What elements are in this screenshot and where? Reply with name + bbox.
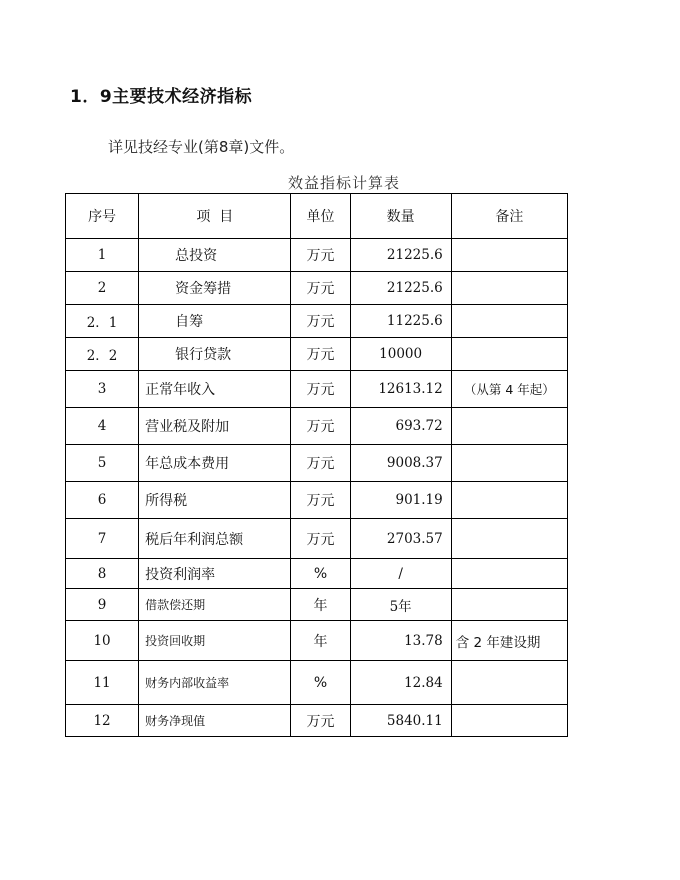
cell-unit: 万元 [291,338,350,371]
cell-item: 资金筹措 [139,272,291,305]
cell-seq: 12 [66,705,139,737]
header-unit: 单位 [291,194,350,239]
table-row [66,408,568,445]
cell-seq: 6 [66,482,139,519]
table-row [66,305,568,338]
cell-seq: 7 [66,519,139,559]
cell-item: 年总成本费用 [139,445,291,482]
cell-seq: 2．1 [66,305,139,338]
cell-note: 含 2 年建设期 [451,621,567,661]
cell-unit: 万元 [291,305,350,338]
cell-quantity: 693.72 [350,408,451,445]
cell-note [451,661,567,705]
cell-seq: 3 [66,371,139,408]
table-row [66,272,568,305]
cell-unit: 万元 [291,239,350,272]
cell-unit: % [291,559,350,589]
cell-item: 自筹 [139,305,291,338]
header-seq: 序号 [66,194,139,239]
cell-note [451,408,567,445]
cell-unit: 万元 [291,272,350,305]
cell-quantity: 9008.37 [350,445,451,482]
cell-item: 税后年利润总额 [139,519,291,559]
cell-quantity: 2703.57 [350,519,451,559]
intro-text: 详见技经专业(第8章)文件。 [108,138,295,156]
table-row [66,621,568,661]
cell-note [451,482,567,519]
cell-item: 营业税及附加 [139,408,291,445]
cell-seq: 11 [66,661,139,705]
cell-item: 投资回收期 [139,621,291,661]
cell-unit: 万元 [291,705,350,737]
cell-item: 所得税 [139,482,291,519]
cell-note [451,338,567,371]
cell-item: 银行贷款 [139,338,291,371]
cell-item: 总投资 [139,239,291,272]
table-row [66,589,568,621]
cell-seq: 4 [66,408,139,445]
table-row [66,661,568,705]
cell-note [451,239,567,272]
cell-item: 正常年收入 [139,371,291,408]
table-row [66,559,568,589]
table-row [66,371,568,408]
cell-seq: 10 [66,621,139,661]
header-quantity: 数量 [350,194,451,239]
cell-quantity: 12613.12 [350,371,451,408]
table-header-row [66,194,568,239]
cell-unit: % [291,661,350,705]
table-row [66,519,568,559]
cell-quantity: 13.78 [350,621,451,661]
cell-seq: 8 [66,559,139,589]
header-item: 项 目 [139,194,291,239]
table-row [66,338,568,371]
cell-unit: 万元 [291,519,350,559]
cell-note [451,445,567,482]
cell-unit: 万元 [291,408,350,445]
section-heading: 1．9主要技术经济指标 [70,87,253,107]
cell-quantity: 5840.11 [350,705,451,737]
cell-quantity: 901.19 [350,482,451,519]
cell-note [451,519,567,559]
cell-unit: 万元 [291,482,350,519]
cell-quantity: / [350,559,451,589]
cell-unit: 年 [291,589,350,621]
cell-quantity: 12.84 [350,661,451,705]
cell-note [451,559,567,589]
cell-quantity: 21225.6 [350,272,451,305]
table-row [66,445,568,482]
cell-note [451,589,567,621]
cell-item: 财务内部收益率 [139,661,291,705]
cell-quantity: 10000 [350,338,451,371]
table-row [66,705,568,737]
cell-item: 借款偿还期 [139,589,291,621]
table-row [66,239,568,272]
table-row [66,482,568,519]
cell-note [451,305,567,338]
cell-seq: 2 [66,272,139,305]
table-title: 效益指标计算表 [288,174,401,192]
header-note: 备注 [451,194,567,239]
cell-seq: 9 [66,589,139,621]
cell-note [451,705,567,737]
cell-seq: 1 [66,239,139,272]
cell-item: 投资利润率 [139,559,291,589]
cell-note [451,272,567,305]
cell-unit: 万元 [291,445,350,482]
indicator-table [65,193,568,737]
cell-unit: 年 [291,621,350,661]
cell-quantity: 5年 [350,589,451,621]
cell-note: （从第 4 年起） [451,371,567,408]
cell-item: 财务净现值 [139,705,291,737]
cell-quantity: 21225.6 [350,239,451,272]
cell-unit: 万元 [291,371,350,408]
cell-seq: 2．2 [66,338,139,371]
cell-quantity: 11225.6 [350,305,451,338]
cell-seq: 5 [66,445,139,482]
